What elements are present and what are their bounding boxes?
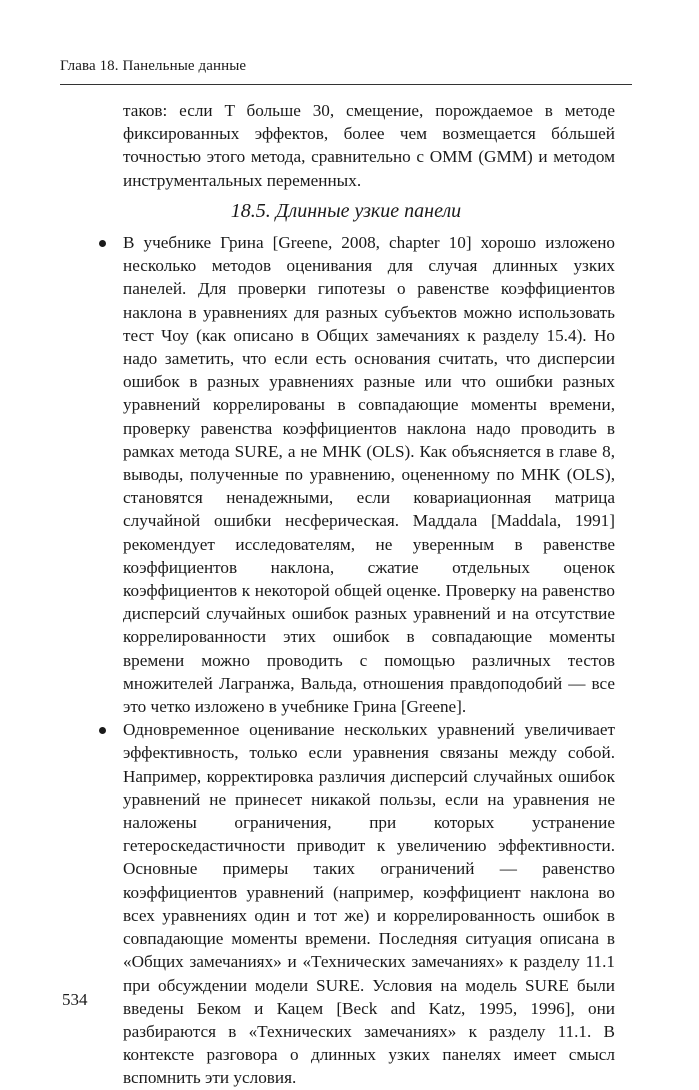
intro-paragraph: таков: если T больше 30, смещение, порождаемое в методе фиксированных эффектов, более чем возмещается бóльшей точностью этого метода, сравнительно с ОММ (GMM) и методом инструментальных переменных. bbox=[123, 101, 615, 190]
list-item bbox=[123, 231, 615, 718]
bullet-icon bbox=[99, 727, 106, 734]
section-title: 18.5. Длинные узкие панели bbox=[230, 200, 462, 222]
list-item bbox=[123, 718, 615, 1089]
header-rule bbox=[60, 84, 632, 85]
page-number: 534 bbox=[62, 990, 88, 1009]
running-head: Глава 18. Панельные данные bbox=[60, 58, 247, 74]
list-item-text: В учебнике Грина [Greene, 2008, chapter 10] хорошо изложено несколько методов оценивания для случая длинных узких панелей. Для проверки гипотезы о равенстве коэффициентов наклона в уравнениях для разных субъектов можно использовать тест Чоу (как описано в Общих замечаниях к разделу 15.4). Но надо заметить, что если есть основания считать, что дисперсии ошибок в разных уравнениях разные или что ошибки разных уравнений коррелированы в совпадающие моменты времени, проверку равенства коэффициентов наклона надо проводить в рамках метода SURE, а не МНК (OLS). Как объясняется в главе 8, выводы, полученные по уравнению, оцененному по МНК (OLS), становятся ненадежными, если ковариационная матрица случайной ошибки несферическая. Маддала [Maddala, 1991] рекомендует исследователям, не уверенным в равенстве коэффициентов наклона, сжатие отдельных оценок коэффициентов к некоторой общей оценке. Проверку на равенство дисперсий случайных ошибок разных уравнений и на отсутствие коррелированности этих ошибок в совпадающие моменты времени можно проводить с помощью различных тестов множителей Лагранжа, Вальда, отношения правдоподобий — все это четко изложено в учебнике Грина [Greene]. bbox=[123, 233, 615, 717]
list-item-text: Одновременное оценивание нескольких уравнений увеличивает эффективность, только если уравнения связаны между собой. Например, корректировка различия дисперсий случайных ошибок уравнений не принесет никакой пользы, если на уравнения не наложены ограничения, при которых устранение гетероскедастичности приводит к увеличению эффективности. Основные примеры таких ограничений — равенство коэффициентов уравнений (например, коэффициент наклона во всех уравнениях один и тот же) и коррелированность ошибок в совпадающие моменты времени. Последняя ситуация описана в «Общих замечаниях» и «Технических замечаниях» к разделу 11.1 при обсуждении модели SURE. Условия на модель SURE были введены Беком и Кацем [Beck and Katz, 1995, 1996], они разбираются в «Технических замечаниях» к разделу 11.1. В контексте разговора о длинных узких панелях имеет смысл вспомнить эти условия. bbox=[123, 720, 615, 1088]
intro-text bbox=[123, 99, 615, 192]
bullet-icon bbox=[99, 240, 106, 247]
bullet-list bbox=[123, 231, 615, 1090]
